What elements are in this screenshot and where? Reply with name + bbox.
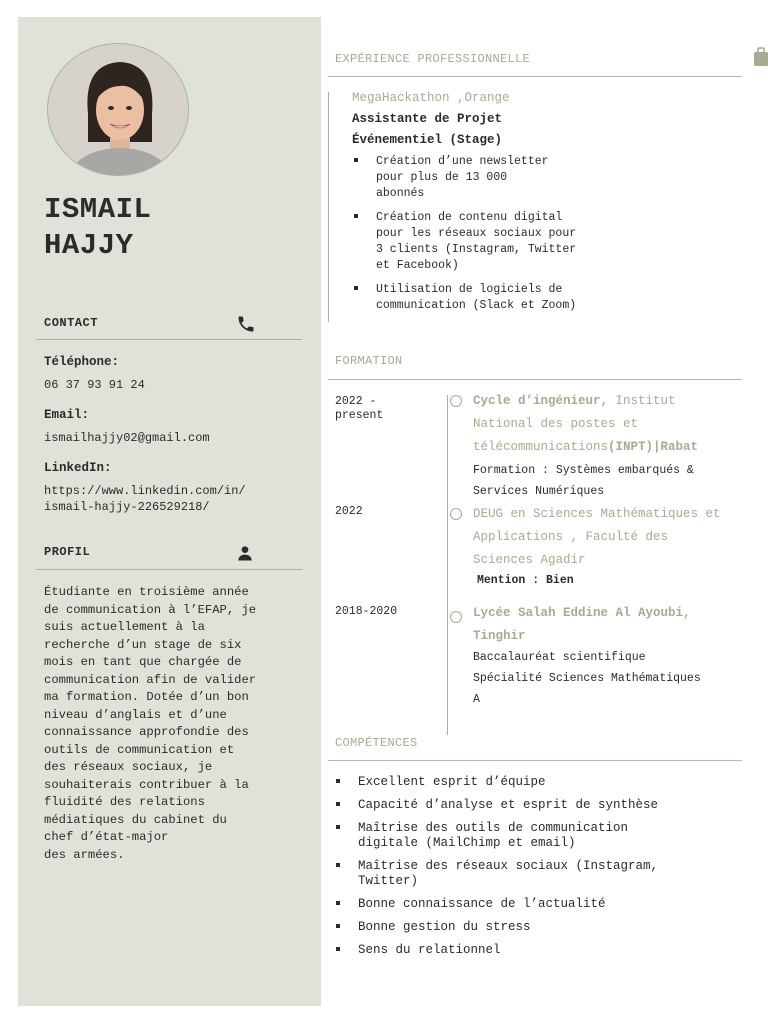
formation-year-1: 2022 - present: [335, 395, 384, 422]
experience-company: MegaHackathon ,Orange: [352, 91, 510, 105]
timeline-dot: [450, 395, 462, 407]
experience-divider: [328, 76, 742, 77]
competences-divider: [328, 760, 742, 761]
phone-value[interactable]: 06 37 93 91 24: [44, 378, 145, 392]
formation-sub-2: Mention : Bien: [477, 574, 574, 587]
formation-title-1-bold: Cycle d’ingénieur,: [473, 394, 609, 408]
experience-heading: EXPÉRIENCE PROFESSIONNELLE: [335, 52, 531, 66]
formation-heading: FORMATION: [335, 354, 403, 368]
formation-title-1: [473, 390, 735, 459]
contact-heading: CONTACT: [44, 316, 98, 330]
phone-icon: [236, 314, 256, 334]
linkedin-link[interactable]: [44, 483, 246, 515]
email-value[interactable]: ismailhajjy02@gmail.com: [44, 431, 210, 445]
list-item: Création d’une newsletter pour plus de 13 000 abonnés: [354, 154, 594, 202]
experience-timeline-bar: [328, 92, 329, 322]
experience-bullets: [354, 154, 594, 322]
list-item: Création de contenu digital pour les réseaux sociaux pour 3 clients (Instagram, Twitter et Facebook): [354, 210, 594, 274]
list-item: Bonne gestion du stress: [336, 920, 736, 935]
formation-title-3: Lycée Salah Eddine Al Ayoubi, Tinghir: [473, 606, 691, 643]
linkedin-line-2: ismail-hajjy-226529218/: [44, 500, 210, 514]
formation-timeline-bar: [447, 395, 448, 735]
name-line-2: HAJJY: [44, 229, 134, 262]
name-line-1: ISMAIL: [44, 193, 152, 226]
linkedin-label: LinkedIn:: [44, 461, 112, 475]
linkedin-line-1: https://www.linkedin.com/in/: [44, 484, 246, 498]
experience-role: Assistante de Projet Événementiel (Stage): [352, 112, 503, 147]
contact-divider: [36, 339, 302, 340]
list-item: Excellent esprit d’équipe: [336, 775, 736, 790]
formation-year-2: 2022: [335, 505, 363, 518]
briefcase-icon: [754, 47, 768, 67]
timeline-dot: [450, 508, 462, 520]
profil-heading: PROFIL: [44, 545, 91, 559]
formation-title-1-bold2: (INPT)|Rabat: [608, 440, 699, 454]
competences-heading: COMPÉTENCES: [335, 736, 418, 750]
person-icon: [235, 543, 255, 563]
profile-photo: [47, 43, 189, 176]
email-label: Email:: [44, 408, 90, 422]
formation-year-3: 2018-2020: [335, 605, 398, 618]
list-item: Bonne connaissance de l’actualité: [336, 897, 736, 912]
formation-sub-3: Baccalauréat scientifique Spécialité Sciences Mathématiques A: [473, 651, 701, 706]
list-item: Maîtrise des outils de communication digitale (MailChimp et email): [336, 821, 736, 851]
competences-list: [336, 775, 736, 966]
profil-divider: [36, 569, 302, 570]
formation-title-1-rest: Institut National des postes et télécommunications: [473, 394, 676, 454]
person-name: [44, 192, 151, 264]
list-item: Capacité d’analyse et esprit de synthèse: [336, 798, 736, 813]
timeline-dot: [450, 611, 462, 623]
formation-title-2: DEUG en Sciences Mathématiques et Applications , Faculté des Sciences Agadir: [473, 507, 721, 567]
list-item: Utilisation de logiciels de communication (Slack et Zoom): [354, 282, 594, 314]
phone-label: Téléphone:: [44, 355, 120, 369]
portrait-image: [48, 44, 189, 176]
formation-sub-1: Formation : Systèmes embarqués & Services Numériques: [473, 464, 694, 498]
list-item: Maîtrise des réseaux sociaux (Instagram, Twitter): [336, 859, 736, 889]
formation-divider: [328, 379, 742, 380]
list-item: Sens du relationnel: [336, 943, 736, 958]
profil-text: Étudiante en troisième année de communication à l’EFAP, je suis actuellement à la recherche d’un stage de six mois en tant que chargée de communication afin de valider ma formation. Dotée d’un bon niveau d’anglais et d’une connaissance approfondie des outils de communication et des réseaux sociaux, je souhaiterais contribuer à la fluidité des relations médiatiques du cabinet du chef d’état-major des armées.: [44, 585, 257, 862]
